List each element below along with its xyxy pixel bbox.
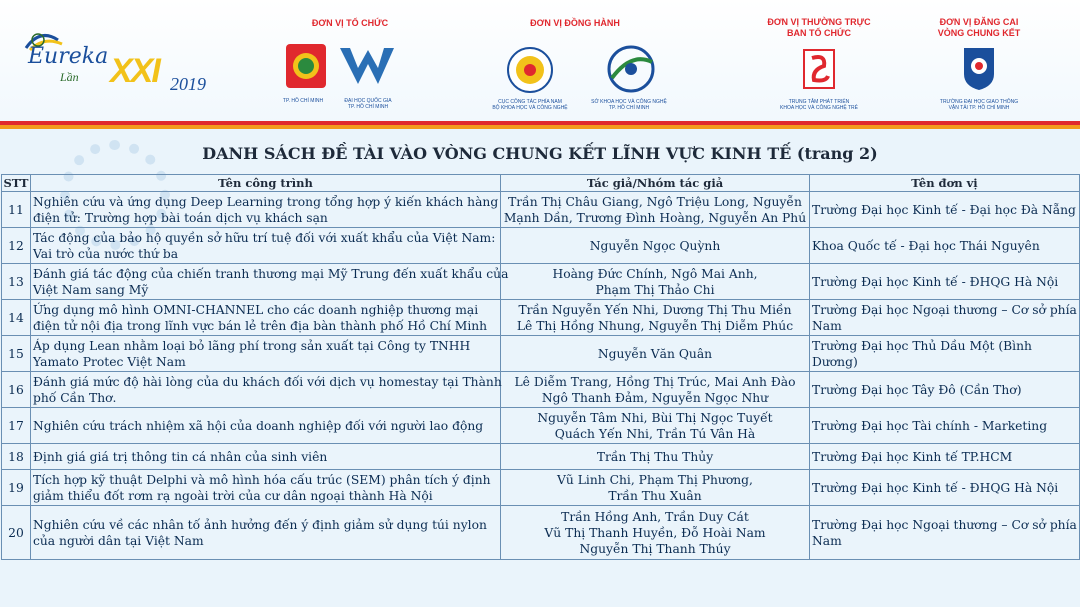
row-authors-line: Quách Yến Nhi, Trần Tú Vân Hà bbox=[554, 426, 756, 441]
row-stt: 19 bbox=[2, 470, 31, 506]
row-authors-line: Trần Thị Thu Thủy bbox=[596, 449, 714, 464]
header-unit: Tên đơn vị bbox=[810, 175, 1080, 192]
row-authors-line: Trần Nguyễn Yến Nhi, Dương Thị Thu Miền bbox=[518, 302, 792, 317]
row-authors-line: Nguyễn Ngọc Quỳnh bbox=[589, 238, 721, 253]
row-title bbox=[31, 228, 501, 264]
row-title-line: Việt Nam sang Mỹ bbox=[33, 282, 149, 297]
row-title bbox=[31, 408, 501, 444]
table-row bbox=[2, 192, 1080, 228]
row-authors-line: Lê Diễm Trang, Hồng Thị Trúc, Mai Anh Đào bbox=[514, 374, 796, 389]
logo-sub: Lần bbox=[60, 70, 79, 84]
row-authors bbox=[501, 300, 810, 336]
row-authors bbox=[501, 228, 810, 264]
host-caption: TRƯỜNG ĐẠI HỌC GIAO THÔNG VẬN TẢI TP. HỒ CHÍ MINH bbox=[939, 99, 1019, 111]
row-title-line: phố Cần Thơ. bbox=[33, 390, 117, 405]
row-title-line: điện tử: Trường hợp bài toán dịch vụ khách sạn bbox=[33, 210, 328, 225]
row-title bbox=[31, 300, 501, 336]
row-authors-line: Mạnh Dần, Trương Đình Hoàng, Nguyễn An Phú bbox=[503, 210, 807, 225]
row-stt: 14 bbox=[2, 300, 31, 336]
row-title bbox=[31, 192, 501, 228]
organizer-caption-1: TP. HỒ CHÍ MINH bbox=[282, 98, 324, 104]
row-authors-line: Vũ Thị Thanh Huyền, Đỗ Hoài Nam bbox=[544, 525, 766, 540]
row-authors-line: Nguyễn Thị Thanh Thúy bbox=[579, 541, 731, 556]
row-unit bbox=[810, 372, 1080, 408]
table-row bbox=[2, 372, 1080, 408]
header-banner bbox=[0, 0, 1080, 122]
standing-title: ĐƠN VỊ THƯỜNG TRỰC BAN TỔ CHỨC bbox=[767, 17, 871, 38]
logo-roman-numeral: XXI bbox=[110, 52, 159, 90]
companion-caption-2: SỞ KHOA HỌC VÀ CÔNG NGHỆ TP. HỒ CHÍ MINH bbox=[591, 99, 667, 111]
row-title bbox=[31, 372, 501, 408]
companion-title: ĐƠN VỊ ĐỒNG HÀNH bbox=[530, 18, 620, 28]
row-stt: 12 bbox=[2, 228, 31, 264]
row-unit bbox=[810, 336, 1080, 372]
row-unit-line: Trường Đại học Kinh tế - ĐHQG Hà Nội bbox=[812, 480, 1059, 495]
row-unit-line: Nam bbox=[812, 318, 842, 333]
row-title bbox=[31, 264, 509, 300]
southern-office-badge-icon bbox=[506, 46, 554, 94]
row-title-line: điện tử nội địa trong lĩnh vực bán lẻ trên địa bàn thành phố Hồ Chí Minh bbox=[33, 318, 488, 333]
row-unit bbox=[810, 506, 1080, 560]
row-title-line: Định giá giá trị thông tin cá nhân của sinh viên bbox=[33, 449, 328, 464]
youth-science-center-badge-icon bbox=[800, 46, 838, 92]
row-authors-line: Trần Thu Xuân bbox=[608, 488, 702, 503]
row-title-line: Đánh giá mức độ hài lòng của du khách đối với dịch vụ homestay tại Thành bbox=[33, 374, 502, 389]
row-authors bbox=[501, 444, 810, 470]
table-row bbox=[2, 444, 1080, 470]
row-authors-line: Trần Thị Châu Giang, Ngô Triệu Long, Nguyễn bbox=[508, 194, 802, 209]
row-title-line: Nghiên cứu về các nhân tố ảnh hưởng đến ý định giảm sử dụng túi nylon bbox=[33, 517, 487, 532]
row-title-line: giảm thiểu đốt rơm rạ ngoài trời của cư dân ngoại thành Hà Nội bbox=[33, 488, 433, 503]
row-authors bbox=[501, 372, 810, 408]
table-row bbox=[2, 408, 1080, 444]
organizer-caption-2: ĐẠI HỌC QUỐC GIA TP. HỒ CHÍ MINH bbox=[344, 98, 392, 110]
row-authors-line: Nguyễn Tâm Nhi, Bùi Thị Ngọc Tuyết bbox=[537, 410, 773, 425]
row-authors bbox=[501, 264, 810, 300]
row-authors bbox=[501, 470, 810, 506]
row-unit-line: Dương) bbox=[812, 354, 858, 369]
row-title-line: Ứng dụng mô hình OMNI-CHANNEL cho các doanh nghiệp thương mại bbox=[33, 302, 479, 317]
row-unit-line: Trường Đại học Tây Đô (Cần Thơ) bbox=[812, 382, 1022, 397]
row-stt: 13 bbox=[2, 264, 31, 300]
header-title: Tên công trình bbox=[31, 175, 501, 192]
table-row bbox=[2, 506, 1080, 560]
dost-hcm-badge-icon bbox=[604, 42, 658, 96]
row-title-line: Đánh giá tác động của chiến tranh thương mại Mỹ Trung đến xuất khẩu của bbox=[33, 266, 509, 281]
youth-union-badge-icon bbox=[282, 42, 330, 92]
row-unit bbox=[810, 470, 1080, 506]
row-title-line: Nghiên cứu và ứng dụng Deep Learning trong tổng hợp ý kiến khách hàng bbox=[33, 194, 499, 209]
header-divider-orange bbox=[0, 125, 1080, 129]
table-row bbox=[2, 228, 1080, 264]
document-body bbox=[0, 132, 1080, 607]
companion-caption-1: CỤC CÔNG TÁC PHÍA NAM BỘ KHOA HỌC VÀ CÔNG NGHỆ bbox=[492, 99, 568, 111]
row-unit bbox=[810, 444, 1080, 470]
row-stt: 16 bbox=[2, 372, 31, 408]
row-unit bbox=[810, 264, 1080, 300]
row-title-line: Nghiên cứu trách nhiệm xã hội của doanh nghiệp đối với người lao động bbox=[33, 418, 484, 433]
row-stt: 20 bbox=[2, 506, 31, 560]
row-authors-line: Nguyễn Văn Quân bbox=[597, 346, 713, 361]
row-title bbox=[31, 444, 501, 470]
row-unit bbox=[810, 408, 1080, 444]
row-stt: 17 bbox=[2, 408, 31, 444]
row-title bbox=[31, 336, 501, 372]
row-unit-line: Trường Đại học Ngoại thương – Cơ sở phía bbox=[812, 302, 1077, 317]
row-authors bbox=[501, 192, 810, 228]
row-title bbox=[31, 470, 501, 506]
vnu-hcm-badge-icon bbox=[338, 44, 396, 88]
logo-text: Eureka bbox=[28, 44, 109, 69]
row-unit bbox=[810, 300, 1080, 336]
row-stt: 11 bbox=[2, 192, 31, 228]
header-stt: STT bbox=[3, 176, 29, 190]
row-title-line: Áp dụng Lean nhằm loại bỏ lãng phí trong sản xuất tại Công ty TNHH bbox=[33, 338, 471, 353]
row-authors-line: Ngô Thanh Đảm, Nguyễn Ngọc Như bbox=[541, 390, 769, 405]
row-title bbox=[31, 506, 501, 560]
row-title-line: của người dân tại Việt Nam bbox=[33, 533, 204, 548]
row-authors bbox=[501, 336, 810, 372]
row-stt: 18 bbox=[2, 444, 31, 470]
row-unit-line: Nam bbox=[812, 533, 842, 548]
table-row bbox=[2, 336, 1080, 372]
finalist-table bbox=[1, 174, 1080, 560]
table-row bbox=[2, 470, 1080, 506]
row-title-line: Tác động của bảo hộ quyền sở hữu trí tuệ đối với xuất khẩu của Việt Nam: bbox=[33, 230, 496, 245]
header-authors: Tác giả/Nhóm tác giả bbox=[501, 175, 810, 192]
row-unit-line: Trường Đại học Kinh tế - ĐHQG Hà Nội bbox=[812, 274, 1059, 289]
logo-year: 2019 bbox=[170, 74, 206, 94]
document-title: DANH SÁCH ĐỀ TÀI VÀO VÒNG CHUNG KẾT LĨNH VỰC KINH TẾ (trang 2) bbox=[202, 144, 878, 163]
row-unit-line: Trường Đại học Ngoại thương – Cơ sở phía bbox=[812, 517, 1077, 532]
row-authors-line: Vũ Linh Chi, Phạm Thị Phương, bbox=[557, 472, 753, 487]
table-row bbox=[2, 300, 1080, 336]
row-unit bbox=[810, 192, 1080, 228]
row-authors-line: Lê Thị Hồng Nhung, Nguyễn Thị Diễm Phúc bbox=[516, 318, 794, 333]
row-authors-line: Hoàng Đức Chính, Ngô Mai Anh, bbox=[552, 266, 758, 281]
row-unit bbox=[810, 228, 1080, 264]
row-unit-line: Trường Đại học Thủ Dầu Một (Bình bbox=[812, 338, 1032, 353]
row-title-line: Tích hợp kỹ thuật Delphi và mô hình hóa cấu trúc (SEM) phân tích ý định bbox=[33, 472, 491, 487]
row-unit-line: Trường Đại học Kinh tế - Đại học Đà Nẵng bbox=[812, 202, 1076, 217]
row-title-line: Vai trò của nước thứ ba bbox=[33, 246, 179, 261]
row-unit-line: Khoa Quốc tế - Đại học Thái Nguyên bbox=[812, 238, 1040, 253]
organizer-title: ĐƠN VỊ TỔ CHỨC bbox=[311, 18, 389, 28]
row-unit-line: Trường Đại học Kinh tế TP.HCM bbox=[812, 449, 1013, 464]
university-transport-badge-icon bbox=[962, 46, 996, 92]
standing-caption: TRUNG TÂM PHÁT TRIỂN KHOA HỌC VÀ CÔNG NGHỆ TRẺ bbox=[780, 99, 858, 111]
row-authors bbox=[501, 408, 810, 444]
host-title: ĐƠN VỊ ĐĂNG CAI VÒNG CHUNG KẾT bbox=[937, 17, 1021, 38]
row-title-line: Yamato Protec Việt Nam bbox=[33, 354, 186, 369]
row-authors bbox=[501, 506, 810, 560]
row-authors-line: Trần Hồng Anh, Trần Duy Cát bbox=[561, 509, 749, 524]
table-row bbox=[2, 264, 1080, 300]
row-authors-line: Phạm Thị Thảo Chi bbox=[595, 282, 715, 297]
row-stt: 15 bbox=[2, 336, 31, 372]
row-unit-line: Trường Đại học Tài chính - Marketing bbox=[812, 418, 1048, 433]
table-header-row bbox=[2, 175, 1080, 192]
